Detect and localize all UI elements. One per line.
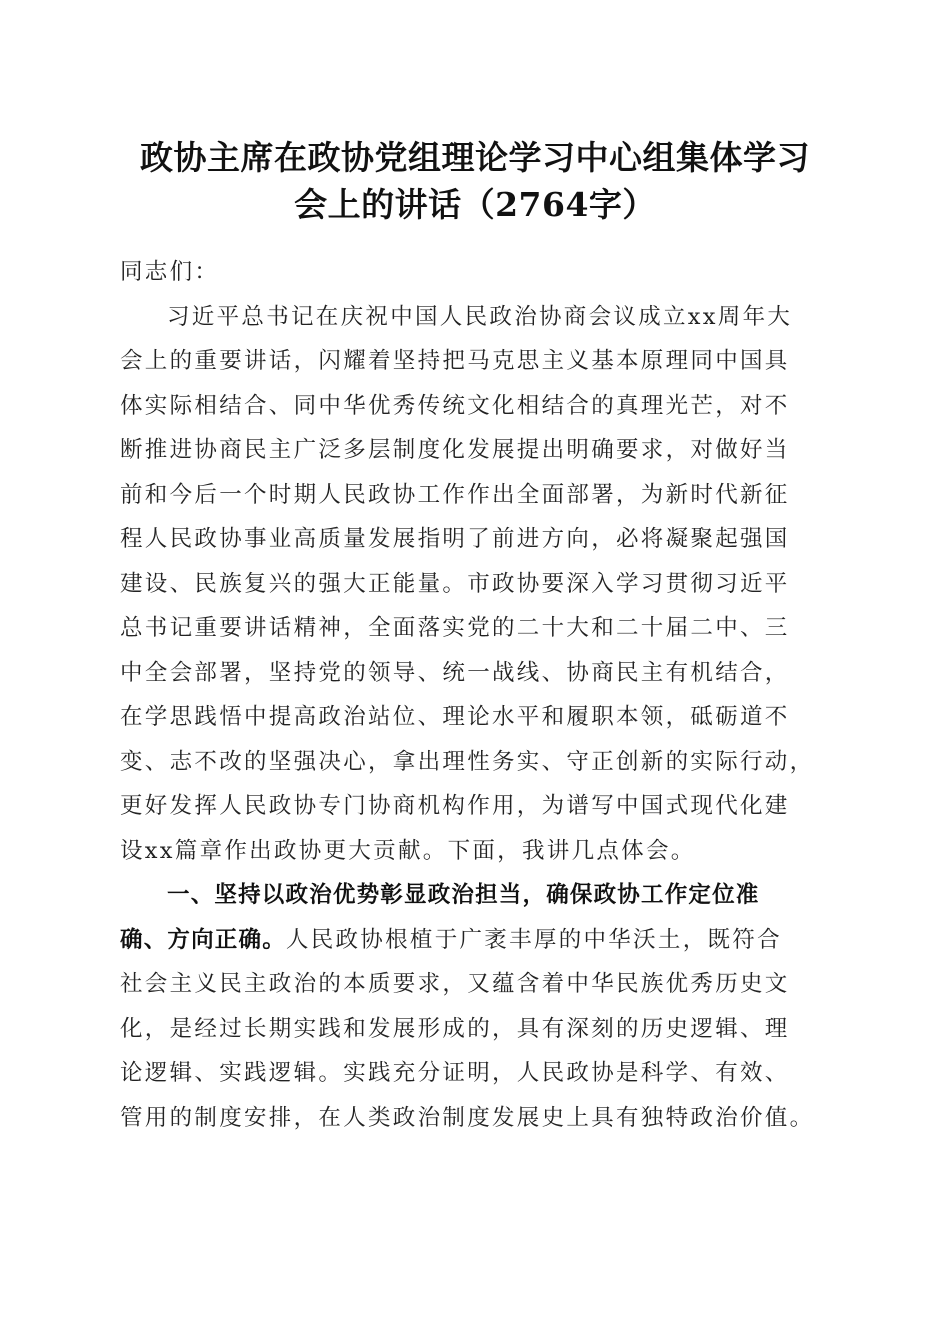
paragraph-line [120, 918, 835, 963]
paragraph-line: 体实际相结合、同中华优秀传统文化相结合的真理光芒，对不 [120, 392, 790, 419]
paragraph-line: 设xx篇章作出政协更大贡献。下面，我讲几点体会。 [120, 837, 696, 864]
paragraph-line: 会上的重要讲话，闪耀着坚持把马克思主义基本原理同中国具 [120, 348, 790, 374]
document-body [120, 250, 835, 1140]
paragraph-line: 更好发挥人民政协专门协商机构作用，为谱写中国式现代化建 [120, 793, 790, 819]
salutation: 同志们： [120, 259, 220, 285]
paragraph-line: 论逻辑、实践逻辑。实践充分证明，人民政协是科学、有效、 [120, 1060, 790, 1086]
paragraph-line: 程人民政协事业高质量发展指明了前进方向，必将凝聚起强国 [120, 526, 790, 552]
paragraph-line: 总书记重要讲话精神，全面落实党的二十大和二十届二中、三 [120, 615, 790, 641]
document-title [100, 134, 850, 228]
paragraph-line: 建设、民族复兴的强大正能量。市政协要深入学习贯彻习近平 [120, 570, 790, 597]
section-1 [120, 873, 835, 1140]
paragraph-line: 社会主义民主政治的本质要求，又蕴含着中华民族优秀历史文 [120, 971, 790, 997]
paragraph-1 [120, 295, 835, 874]
paragraph-line: 习近平总书记在庆祝中国人民政治协商会议成立xx周年大 [167, 303, 793, 330]
paragraph-line: 中全会部署，坚持党的领导、统一战线、协商民主有机结合， [120, 659, 790, 686]
paragraph-line: 前和今后一个时期人民政协工作作出全面部署，为新时代新征 [120, 481, 790, 508]
paragraph-line: 管用的制度安排，在人类政治制度发展史上具有独特政治价值。 [120, 1104, 815, 1131]
section-heading-line [120, 873, 835, 918]
section-text: 人民政协根植于广袤丰厚的中华沃土，既符合 [285, 926, 782, 953]
paragraph-line: 化，是经过长期实践和发展形成的，具有深刻的历史逻辑、理 [120, 1015, 790, 1042]
section-heading: 一、坚持以政治优势彰显政治担当，确保政协工作定位准 [167, 882, 760, 908]
title-line-1: 政协主席在政协党组理论学习中心组集体学习 [140, 138, 810, 177]
paragraph-line: 在学思践悟中提高政治站位、理论水平和履职本领，砥砺道不 [120, 704, 790, 730]
title-line-2: 会上的讲话（2764字） [294, 185, 656, 224]
section-heading-end: 确、方向正确。 [120, 926, 286, 953]
paragraph-line: 断推进协商民主广泛多层制度化发展提出明确要求，对做好当 [120, 437, 790, 463]
paragraph-line: 变、志不改的坚强决心，拿出理性务实、守正创新的实际行动， [120, 748, 815, 775]
